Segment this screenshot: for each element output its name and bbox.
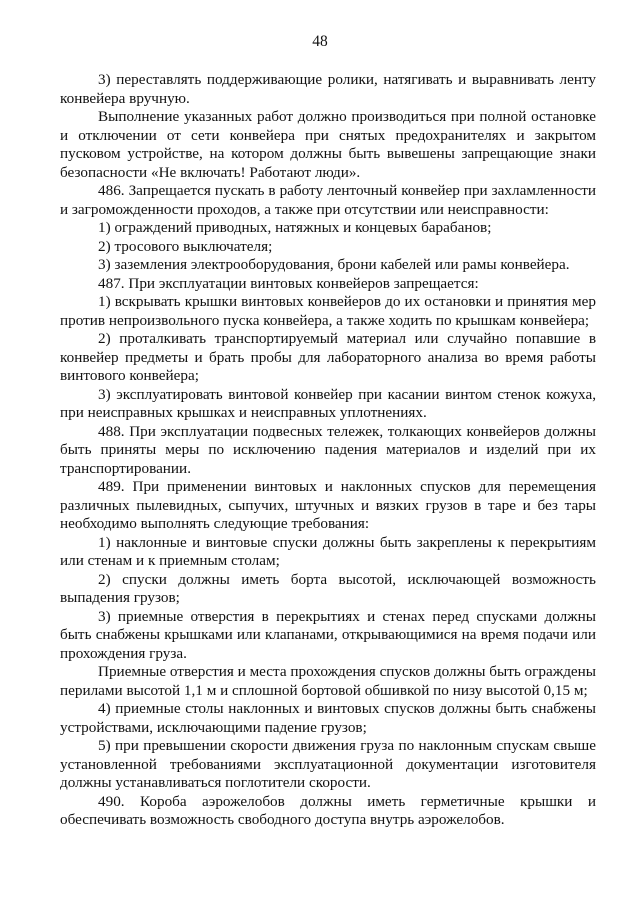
paragraph: 490. Короба аэрожелобов должны иметь герметичные крышки и обеспечивать возможность свободного доступа внутрь аэрожелобов. bbox=[60, 792, 596, 828]
document-body bbox=[60, 71, 596, 830]
list-item: 1) вскрывать крышки винтовых конвейеров до их остановки и принятия мер против непроизвольного пуска конвейера, а также ходить по крышкам конвейера; bbox=[60, 293, 596, 329]
list-item: 2) спуски должны иметь борта высотой, исключающей возможность выпадения грузов; bbox=[60, 570, 596, 606]
paragraph: 487. При эксплуатации винтовых конвейеров запрещается: bbox=[98, 274, 479, 292]
paragraph: 486. Запрещается пускать в работу ленточный конвейер при захламленности и загроможденности проходов, а также при отсутствии или неисправности: bbox=[60, 182, 596, 218]
list-item: 3) приемные отверстия в перекрытиях и стенах перед спусками должны быть снабжены крышками или клапанами, открывающимися на время подачи или прохождения груза. bbox=[60, 607, 596, 662]
list-item: 3) заземления электрооборудования, брони кабелей или рамы конвейера. bbox=[98, 256, 570, 273]
paragraph: 3) переставлять поддерживающие ролики, натягивать и выравнивать ленту конвейера вручную. bbox=[60, 71, 596, 107]
page-number: 48 bbox=[312, 33, 328, 50]
list-item: 2) тросового выключателя; bbox=[98, 237, 273, 255]
list-item: 1) наклонные и винтовые спуски должны быть закреплены к перекрытиям или стенам и к приемным столам; bbox=[60, 533, 596, 569]
paragraph: 489. При применении винтовых и наклонных спусков для перемещения различных пылевидных, сыпучих, штучных и вязких грузов в таре и без тары необходимо выполнять следующие требования: bbox=[60, 478, 596, 532]
paragraph: 488. При эксплуатации подвесных тележек, толкающих конвейеров должны быть приняты меры по исключению падения материалов и изделий при их транспортировании. bbox=[60, 422, 596, 477]
list-item: 2) проталкивать транспортируемый материал или случайно попавшие в конвейер предметы и брать пробы для лабораторного анализа во время работы винтового конвейера; bbox=[60, 330, 596, 384]
paragraph: Выполнение указанных работ должно производиться при полной остановке и отключении от сети конвейера при снятых предохранителях и закрытом пусковом устройстве, на котором должны быть вывешены запрещающие знаки безопасности «Не включать! Работают люди». bbox=[60, 108, 596, 181]
list-item: 5) при превышении скорости движения груза по наклонным спускам свыше установленной требованиями эксплуатационной документации изготовителя должны устанавливаться поглотители скорости. bbox=[60, 737, 596, 791]
paragraph: Приемные отверстия и места прохождения спусков должны быть ограждены перилами высотой 1,1 м и сплошной бортовой обшивкой по низу высотой 0,15 м; bbox=[60, 663, 597, 699]
list-item: 4) приемные столы наклонных и винтовых спусков должны быть снабжены устройствами, исключающими падение грузов; bbox=[60, 700, 596, 736]
list-item: 3) эксплуатировать винтовой конвейер при касании винтом стенок кожуха, при неисправных крышках и неисправных уплотнениях. bbox=[60, 385, 596, 421]
list-item: 1) ограждений приводных, натяжных и концевых барабанов; bbox=[98, 219, 492, 236]
